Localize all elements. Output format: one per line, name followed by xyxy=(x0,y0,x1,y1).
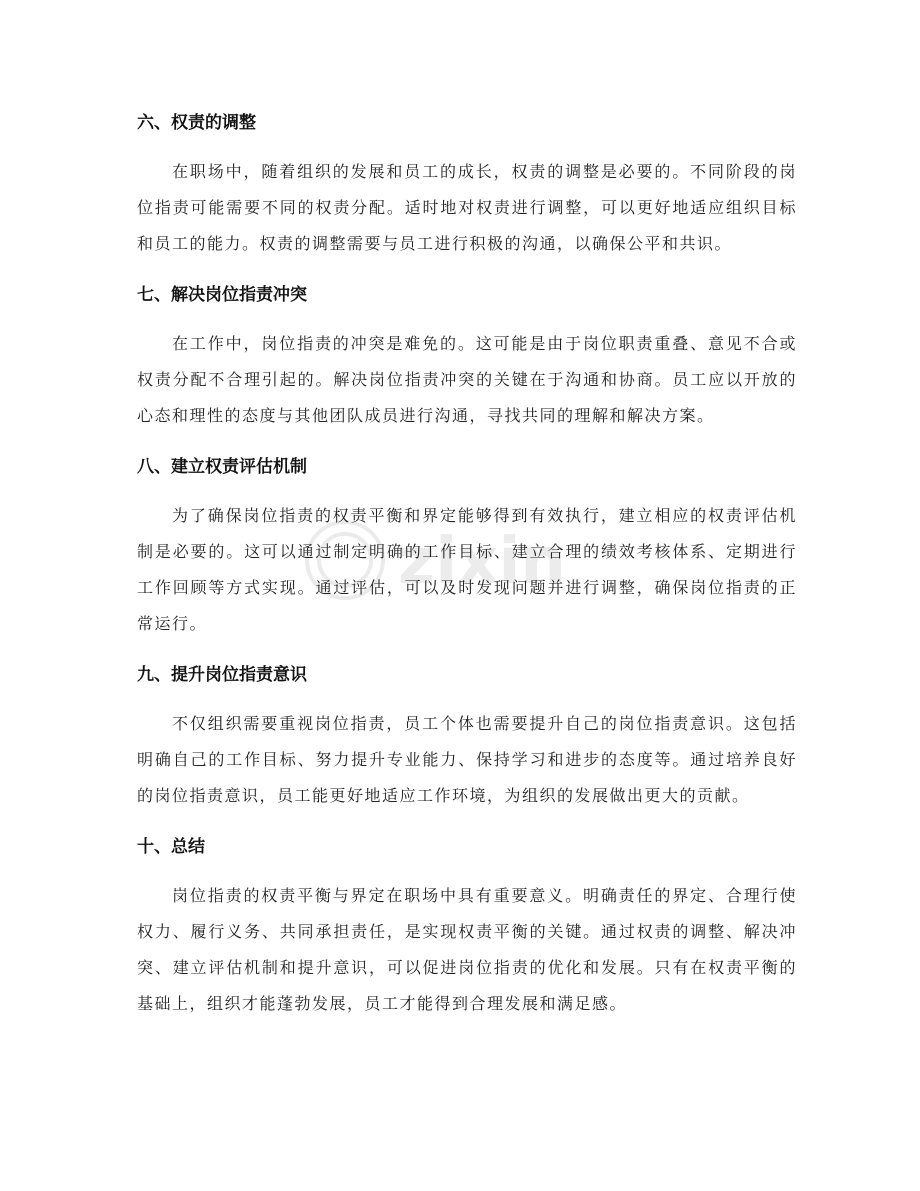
section-10 xyxy=(137,832,797,1022)
document-body xyxy=(137,108,797,1040)
section-heading: 十、总结 xyxy=(137,837,205,857)
section-paragraph: 在职场中，随着组织的发展和员工的成长，权责的调整是必要的。不同阶段的岗位指责可能需要不同的权责分配。适时地对权责进行调整，可以更好地适应组织目标和员工的能力。权责的调整需要与员工进行积极的沟通，以确保公平和共识。 xyxy=(137,162,797,253)
section-heading: 七、解决岗位指责冲突 xyxy=(137,285,307,305)
section-6 xyxy=(137,108,797,262)
section-paragraph: 不仅组织需要重视岗位指责，员工个体也需要提升自己的岗位指责意识。这包括明确自己的工作目标、努力提升专业能力、保持学习和进步的态度等。通过培养良好的岗位指责意识，员工能更好地适应工作环境，为组织的发展做出更大的贡献。 xyxy=(137,714,797,805)
section-9 xyxy=(137,660,797,814)
section-heading: 九、提升岗位指责意识 xyxy=(137,665,307,685)
section-7 xyxy=(137,280,797,434)
section-heading: 八、建立权责评估机制 xyxy=(137,457,307,477)
watermark-text: zixin xyxy=(398,525,566,599)
section-8 xyxy=(137,452,797,642)
section-paragraph: 在工作中，岗位指责的冲突是难免的。这可能是由于岗位职责重叠、意见不合或权责分配不合理引起的。解决岗位指责冲突的关键在于沟通和协商。员工应以开放的心态和理性的态度与其他团队成员进行沟通，寻找共同的理解和解决方案。 xyxy=(137,334,797,425)
section-heading: 六、权责的调整 xyxy=(137,113,256,133)
section-paragraph: 为了确保岗位指责的权责平衡和界定能够得到有效执行，建立相应的权责评估机制是必要的。这可以通过制定明确的工作目标、建立合理的绩效考核体系、定期进行工作回顾等方式实现。通过评估，可以及时发现问题并进行调整，确保岗位指责的正常运行。 xyxy=(137,506,797,633)
section-paragraph: 岗位指责的权责平衡与界定在职场中具有重要意义。明确责任的界定、合理行使权力、履行义务、共同承担责任，是实现权责平衡的关键。通过权责的调整、解决冲突、建立评估机制和提升意识，可以促进岗位指责的优化和发展。只有在权责平衡的基础上，组织才能蓬勃发展，员工才能得到合理发展和满足感。 xyxy=(137,886,797,1013)
